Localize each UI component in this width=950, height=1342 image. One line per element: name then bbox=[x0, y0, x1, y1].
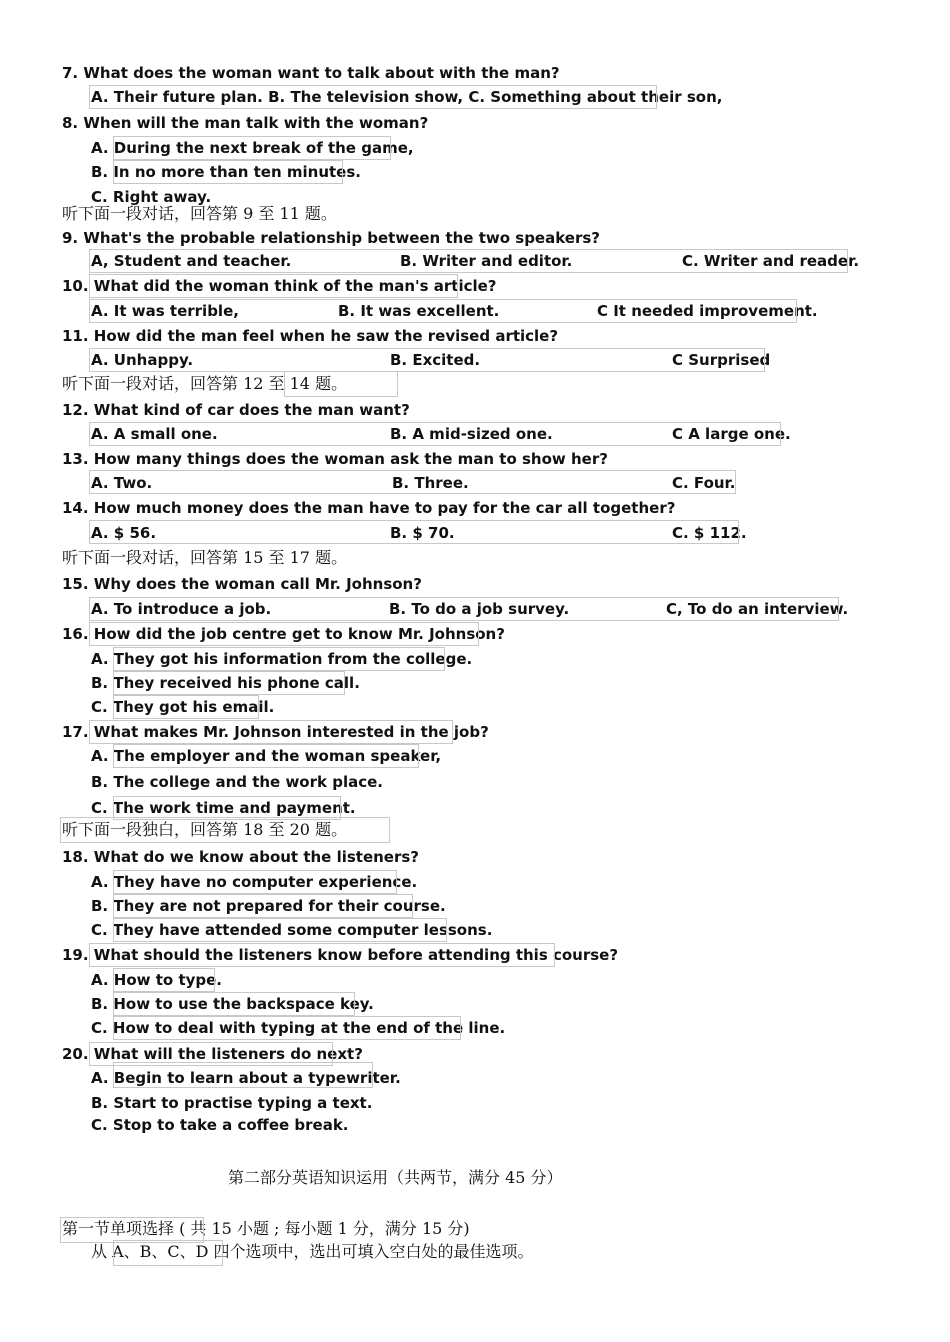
question-17-option-c: C. The work time and payment. bbox=[91, 799, 356, 817]
question-18-option-b: B. They are not prepared for their course. bbox=[91, 897, 446, 915]
question-9-option-c: C. Writer and reader. bbox=[682, 252, 860, 270]
question-12-option-b: B. A mid-sized one. bbox=[390, 425, 553, 443]
question-10: 10. What did the woman think of the man's article? bbox=[62, 277, 497, 295]
section-one-instruction: 从 A、B、C、D 四个选项中，选出可填入空白处的最佳选项。 bbox=[91, 1242, 534, 1261]
question-8-option-c: C. Right away. bbox=[91, 188, 212, 206]
question-20-option-a: A. Begin to learn about a typewriter. bbox=[91, 1069, 401, 1087]
question-8-option-a: A. During the next break of the game, bbox=[91, 139, 414, 157]
question-9: 9. What's the probable relationship between the two speakers? bbox=[62, 229, 600, 247]
question-15: 15. Why does the woman call Mr. Johnson? bbox=[62, 575, 422, 593]
question-14-option-b: B. $ 70. bbox=[390, 524, 455, 542]
monologue-instruction: 听下面一段独白，回答第 18 至 20 题。 bbox=[62, 820, 348, 839]
question-14-option-a: A. $ 56. bbox=[91, 524, 157, 542]
question-20: 20. What will the listeners do next? bbox=[62, 1045, 363, 1063]
question-10-option-b: B. It was excellent. bbox=[338, 302, 500, 320]
question-18: 18. What do we know about the listeners? bbox=[62, 848, 420, 866]
question-18-option-c: C. They have attended some computer lessons. bbox=[91, 921, 493, 939]
question-18-option-a: A. They have no computer experience. bbox=[91, 873, 418, 891]
question-11-option-b: B. Excited. bbox=[390, 351, 481, 369]
question-13: 13. How many things does the woman ask the man to show her? bbox=[62, 450, 608, 468]
question-10-option-c: C It needed improvement. bbox=[597, 302, 818, 320]
question-11: 11. How did the man feel when he saw the revised article? bbox=[62, 327, 559, 345]
question-20-option-b: B. Start to practise typing a text. bbox=[91, 1094, 373, 1112]
question-16-option-b: B. They received his phone call. bbox=[91, 674, 360, 692]
question-9-option-a: A, Student and teacher. bbox=[91, 252, 292, 270]
question-13-option-c: C. Four. bbox=[672, 474, 736, 492]
question-7: 7. What does the woman want to talk about with the man? bbox=[62, 64, 560, 82]
question-9-option-b: B. Writer and editor. bbox=[400, 252, 573, 270]
question-8-option-b: B. In no more than ten minutes. bbox=[91, 163, 361, 181]
question-12-option-c: C A large one. bbox=[672, 425, 791, 443]
question-15-option-a: A. To introduce a job. bbox=[91, 600, 272, 618]
question-12-option-a: A. A small one. bbox=[91, 425, 218, 443]
question-11-option-a: A. Unhappy. bbox=[91, 351, 194, 369]
question-19-option-c: C. How to deal with typing at the end of the line. bbox=[91, 1019, 506, 1037]
question-16-option-a: A. They got his information from the college. bbox=[91, 650, 473, 668]
question-16: 16. How did the job centre get to know Mr. Johnson? bbox=[62, 625, 505, 643]
dialogue-instruction-1: 听下面一段对话，回答第 9 至 11 题。 bbox=[62, 204, 337, 223]
question-19-option-b: B. How to use the backspace key. bbox=[91, 995, 374, 1013]
question-15-option-b: B. To do a job survey. bbox=[389, 600, 570, 618]
question-10-option-a: A. It was terrible, bbox=[91, 302, 239, 320]
question-13-option-a: A. Two. bbox=[91, 474, 153, 492]
question-8: 8. When will the man talk with the woman? bbox=[62, 114, 429, 132]
question-7-options: A. Their future plan. B. The television show, C. Something about their son, bbox=[91, 88, 723, 106]
question-16-option-c: C. They got his email. bbox=[91, 698, 275, 716]
question-17: 17. What makes Mr. Johnson interested in the job? bbox=[62, 723, 489, 741]
dialogue-instruction-3: 听下面一段对话，回答第 15 至 17 题。 bbox=[62, 548, 348, 567]
section-one-heading: 第一节单项选择 ( 共 15 小题 ; 每小题 1 分，满分 15 分) bbox=[62, 1219, 470, 1238]
question-17-option-a: A. The employer and the woman speaker, bbox=[91, 747, 442, 765]
question-17-option-b: B. The college and the work place. bbox=[91, 773, 383, 791]
question-12: 12. What kind of car does the man want? bbox=[62, 401, 410, 419]
question-15-option-c: C, To do an interview. bbox=[666, 600, 849, 618]
question-13-option-b: B. Three. bbox=[392, 474, 469, 492]
question-14-option-c: C. $ 112. bbox=[672, 524, 747, 542]
part-two-heading: 第二部分英语知识运用（共两节，满分 45 分） bbox=[228, 1168, 563, 1187]
question-19: 19. What should the listeners know before attending this course? bbox=[62, 946, 619, 964]
dialogue-instruction-2: 听下面一段对话，回答第 12 至 14 题。 bbox=[62, 374, 348, 393]
question-14: 14. How much money does the man have to pay for the car all together? bbox=[62, 499, 676, 517]
question-19-option-a: A. How to type. bbox=[91, 971, 223, 989]
question-11-option-c: C Surprised bbox=[672, 351, 771, 369]
question-20-option-c: C. Stop to take a coffee break. bbox=[91, 1116, 349, 1134]
